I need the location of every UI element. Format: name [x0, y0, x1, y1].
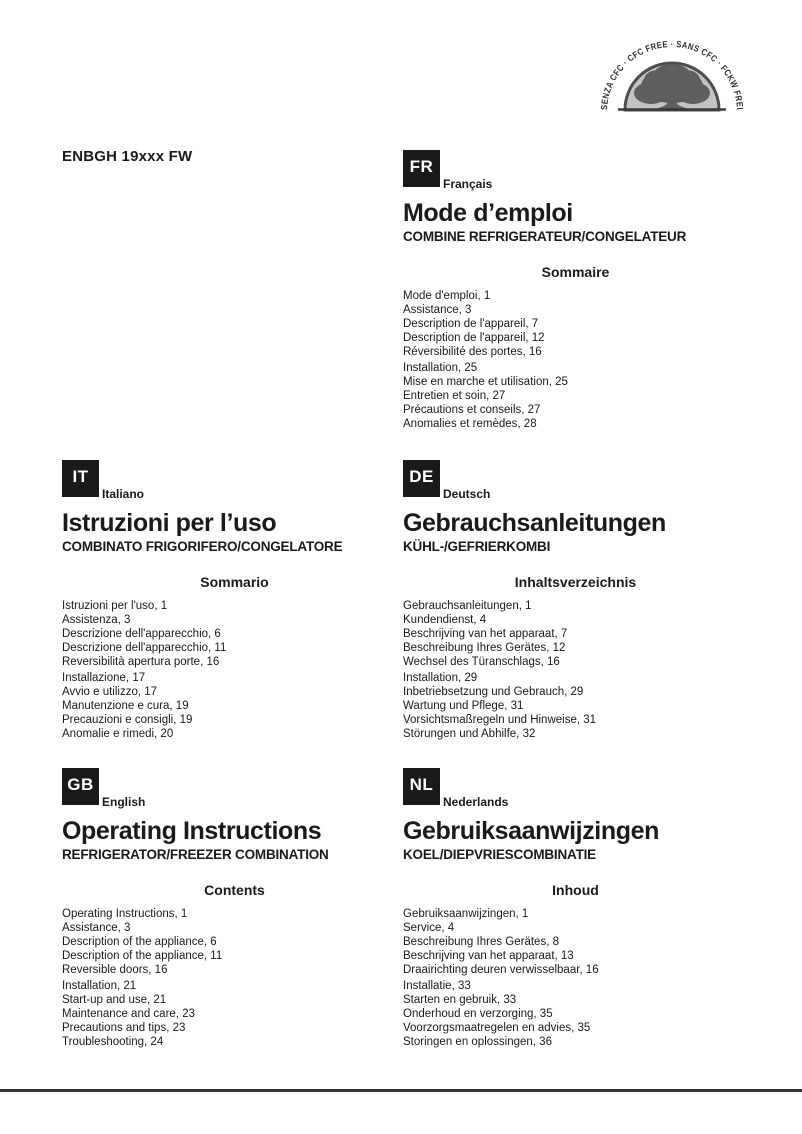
flag-it: [62, 460, 99, 497]
toc-item: Avvio e utilizzo, 17: [62, 686, 158, 698]
toc-item: Wechsel des Türanschlags, 16: [403, 656, 560, 668]
toc-item: Description of the appliance, 6: [62, 936, 217, 948]
toc-item: Réversibilité des portes, 16: [403, 346, 542, 358]
toc-item: Operating Instructions, 1: [62, 908, 188, 920]
flag-fr: [403, 150, 440, 187]
flag-code-nl: NL: [409, 774, 434, 794]
section-subtitle-it: COMBINATO FRIGORIFERO/CONGELATORE: [62, 539, 343, 554]
toc-item: Anomalie e rimedi, 20: [62, 728, 174, 740]
toc-header-fr: Sommaire: [541, 264, 610, 280]
toc-item: Entretien et soin, 27: [403, 390, 506, 402]
section-title-nl: Gebruiksaanwijzingen: [403, 817, 659, 845]
section-subtitle-nl: KOEL/DIEPVRIESCOMBINATIE: [403, 847, 596, 862]
toc-item: Beschreibung Ihres Gerätes, 8: [403, 936, 559, 948]
toc-item: Kundendienst, 4: [403, 614, 487, 626]
toc-item: Draairichting deuren verwisselbaar, 16: [403, 964, 599, 976]
toc-list-fr: [403, 289, 748, 431]
toc-item: Beschrijving van het apparaat, 13: [403, 950, 574, 962]
toc-item: Manutenzione e cura, 19: [62, 700, 189, 712]
toc-item: Assistance, 3: [403, 304, 472, 316]
toc-item: Service, 4: [403, 922, 455, 934]
toc-item: Installazione, 17: [62, 672, 146, 684]
toc-item: Description de l'appareil, 12: [403, 332, 545, 344]
toc-item: Installatie, 33: [403, 980, 471, 992]
section-title-it: Istruzioni per l’uso: [62, 509, 277, 537]
toc-item: Maintenance and care, 23: [62, 1008, 195, 1020]
section-title-de: Gebrauchsanleitungen: [403, 509, 666, 537]
toc-item: Precauzioni e consigli, 19: [62, 714, 193, 726]
section-it: [62, 460, 407, 741]
toc-item: Installation, 21: [62, 980, 137, 992]
section-gb: [62, 768, 407, 1049]
toc-item: Précautions et conseils, 27: [403, 404, 541, 416]
toc-header-it: Sommario: [200, 574, 269, 590]
toc-item: Gebruiksaanwijzingen, 1: [403, 908, 529, 920]
flag-row-fr: [403, 150, 748, 191]
language-label-de: Deutsch: [443, 487, 491, 501]
section-de: [403, 460, 748, 741]
section-subtitle-fr: COMBINE REFRIGERATEUR/CONGELATEUR: [403, 229, 687, 244]
section-title-fr: Mode d’emploi: [403, 199, 573, 227]
flag-code-it: IT: [72, 466, 89, 486]
section-title-gb: Operating Instructions: [62, 817, 322, 845]
flag-row-nl: [403, 768, 748, 809]
toc-item: Onderhoud en verzorging, 35: [403, 1008, 553, 1020]
toc-item: Installation, 29: [403, 672, 478, 684]
flag-code-fr: FR: [409, 156, 434, 176]
toc-item: Reversibilità apertura porte, 16: [62, 656, 220, 668]
toc-item: Anomalies et remèdes, 28: [403, 418, 537, 430]
language-label-it: Italiano: [102, 487, 145, 501]
toc-item: Istruzioni per l'uso, 1: [62, 600, 168, 612]
language-label-gb: English: [102, 795, 146, 809]
flag-row-it: [62, 460, 407, 501]
toc-header-de: Inhaltsverzeichnis: [514, 574, 637, 590]
toc-item: Start-up and use, 21: [62, 994, 167, 1006]
bottom-page-rule: [0, 1089, 802, 1092]
toc-item: Beschrijving van het apparaat, 7: [403, 628, 568, 640]
logo-arc-text: SENZA CFC · CFC FREE · SANS CFC · FCKW FREI: [598, 38, 745, 111]
toc-item: Inbetriebsetzung und Gebrauch, 29: [403, 686, 584, 698]
toc-list-gb: [62, 907, 407, 1049]
toc-list-nl: [403, 907, 748, 1049]
flag-de: [403, 460, 440, 497]
toc-item: Reversible doors, 16: [62, 964, 168, 976]
section-nl: [403, 768, 748, 1049]
toc-item: Assistance, 3: [62, 922, 131, 934]
section-subtitle-de: KÜHL-/GEFRIERKOMBI: [403, 539, 551, 554]
cfc-free-logo-graphic: [590, 32, 754, 118]
toc-item: Beschreibung Ihres Gerätes, 12: [403, 642, 566, 654]
toc-item: Description de l'appareil, 7: [403, 318, 539, 330]
section-fr: [403, 150, 748, 431]
toc-header-nl: Inhoud: [552, 882, 599, 898]
flag-code-gb: GB: [67, 774, 94, 794]
toc-header-gb: Contents: [204, 882, 265, 898]
toc-item: Precautions and tips, 23: [62, 1022, 186, 1034]
toc-item: Vorsichtsmaßregeln und Hinweise, 31: [403, 714, 597, 726]
toc-item: Voorzorgsmaatregelen en advies, 35: [403, 1022, 591, 1034]
toc-item: Mode d'emploi, 1: [403, 290, 491, 302]
flag-row-de: [403, 460, 748, 501]
cfc-free-logo: [590, 32, 754, 118]
toc-item: Wartung und Pflege, 31: [403, 700, 524, 712]
section-subtitle-gb: REFRIGERATOR/FREEZER COMBINATION: [62, 847, 329, 862]
flag-code-de: DE: [409, 466, 434, 486]
toc-item: Troubleshooting, 24: [62, 1036, 164, 1048]
toc-item: Starten en gebruik, 33: [403, 994, 517, 1006]
flag-row-gb: [62, 768, 407, 809]
toc-item: Installation, 25: [403, 362, 478, 374]
language-label-fr: Français: [443, 177, 493, 191]
toc-list-it: [62, 599, 407, 741]
toc-item: Gebrauchsanleitungen, 1: [403, 600, 532, 612]
toc-item: Storingen en oplossingen, 36: [403, 1036, 552, 1048]
flag-gb: [62, 768, 99, 805]
model-number: ENBGH 19xxx FW: [62, 148, 193, 165]
toc-item: Descrizione dell'apparecchio, 11: [62, 642, 227, 654]
toc-item: Descrizione dell'apparecchio, 6: [62, 628, 221, 640]
toc-list-de: [403, 599, 748, 741]
toc-item: Störungen und Abhilfe, 32: [403, 728, 536, 740]
language-label-nl: Nederlands: [443, 795, 509, 809]
flag-nl: [403, 768, 440, 805]
toc-item: Mise en marche et utilisation, 25: [403, 376, 568, 388]
toc-item: Assistenza, 3: [62, 614, 131, 626]
toc-item: Description of the appliance, 11: [62, 950, 223, 962]
